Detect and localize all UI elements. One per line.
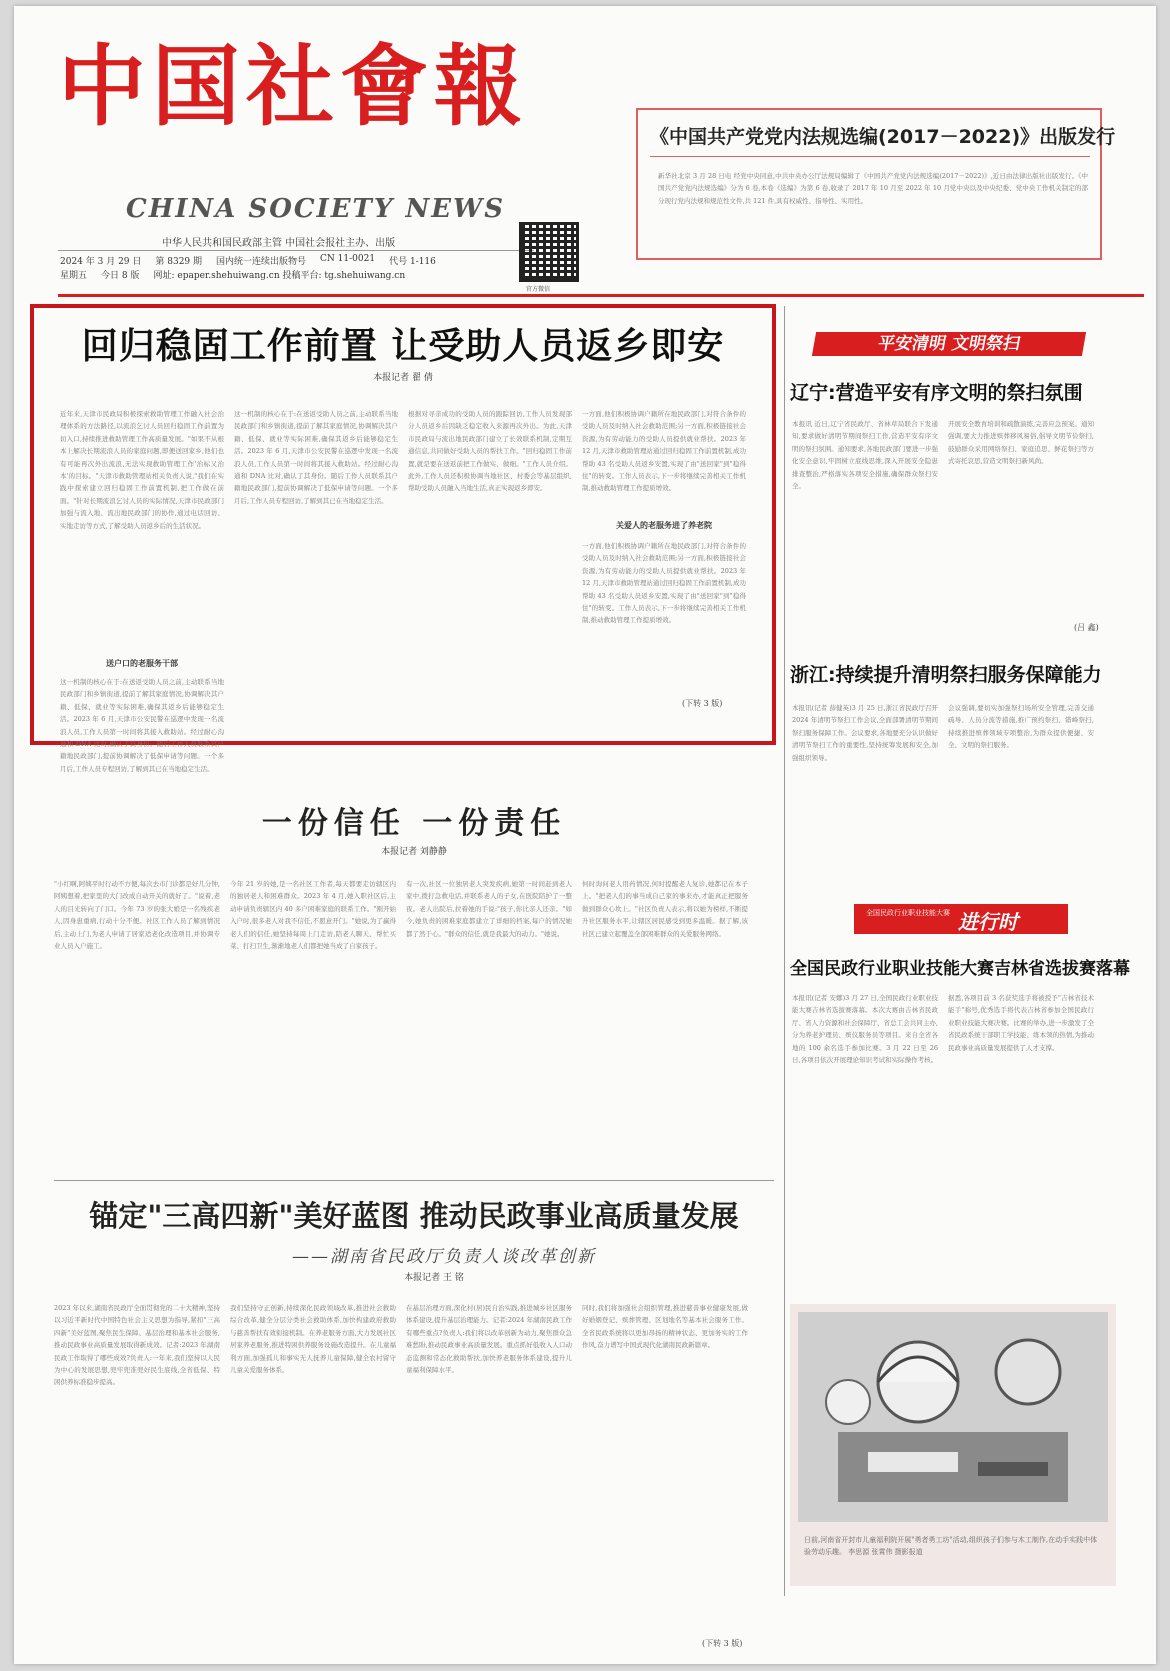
story-jilin-headline[interactable]: 全国民政行业职业技能大赛吉林省选拔赛落幕 xyxy=(790,959,1130,979)
third-column-4: 同时,我们将加强社会组织管理,推进慈善事业健康发展,做好婚姻登记、殡葬管理、区划地名等基本社会服务工作。全省民政系统将以更加昂扬的精神状态、更加务实的工作作风,奋力谱写中国式现代化湖南民政新篇章。 xyxy=(582,1304,748,1350)
lead-column-4b: 一方面,他们积极协调户籍所在地民政部门,对符合条件的受助人员及时纳入社会救助范围;另一方面,积极链接社会资源,为有劳动能力的受助人员提供就业帮扶。2023 年 12 月,天津市救助管理站通过回归稳固工作前置机制,成功帮助 43 名受助人员返乡安置,实现了由"送回家"到"稳得住"的转变。工作人员表示,下一步将继续完善相关工作机制,推动救助管理工作提质增效。 xyxy=(582,542,746,625)
site-label[interactable]: 网址: epaper.shehuiwang.cn 投稿平台: tg.shehuiwang.cn xyxy=(153,271,406,281)
third-column-1: 2023 年以来,湖南省民政厅全面贯彻党的二十大精神,坚持以习近平新时代中国特色社会主义思想为指导,紧扣"三高四新"美好蓝图,聚焦民生保障、基层治理和基本社会服务,推动民政事业高质量发展取得新成效。记者:2023 年湖南民政工作取得了哪些成效?负责人:一年来,我们坚持以人民为中心的发展思想,兜牢兜准兜好民生底线,全省低保、特困供养标准稳步提高。 xyxy=(54,1304,220,1387)
band-skills-small-text: 全国民政行业职业技能大赛 xyxy=(866,909,950,917)
masthead-meta-row-2 xyxy=(60,268,530,281)
third-continued[interactable]: (下转 3 版) xyxy=(702,1639,743,1648)
photo-block xyxy=(790,1304,1116,1586)
lead-continued[interactable]: (下转 3 版) xyxy=(682,699,723,708)
masthead-red-rule xyxy=(58,294,1144,297)
lead-subhead-2: 关爱人的老服务进了养老院 xyxy=(616,520,712,530)
third-headline[interactable]: 锚定"三高四新"美好蓝图 推动民政事业高质量发展 xyxy=(89,1199,739,1233)
story-liaoning-column-1: 本报讯 近日,辽宁省民政厅、省林草局联合下发通知,要求做好清明节期间祭扫工作,营造平安有序文明的祭扫氛围。通知要求,各地民政部门要进一步强化安全意识,牢固树立底线思维,深入开展安全隐患排查整治,严格落实各项安全措施,确保群众祭扫安全。 xyxy=(792,420,938,491)
story-zhejiang-headline[interactable]: 浙江:持续提升清明祭扫服务保障能力 xyxy=(790,664,1102,686)
workshop-photo[interactable] xyxy=(798,1312,1108,1522)
lead-byline: 本报记者 翟 倩 xyxy=(373,373,433,383)
second-byline: 本报记者 刘静静 xyxy=(381,847,447,857)
lead-subhead-1: 送户口的老服务干部 xyxy=(106,658,178,668)
story-zhejiang-column-2: 会议强调,要切实加强祭扫场所安全管理,完善交通疏导、人员分流等措施,推广预约祭扫、错峰祭扫,持续推进殡葬领域专项整治,为群众提供便捷、安全、文明的祭扫服务。 xyxy=(948,704,1094,750)
promo-divider xyxy=(650,156,1090,157)
sidebar-divider xyxy=(784,306,785,1596)
qr-code-icon[interactable] xyxy=(519,222,579,282)
story-zhejiang-column-1: 本报讯(记者 薛健英)3 月 25 日,浙江省民政厅召开 2024 年清明节祭扫工作会议,全面部署清明节期间祭扫服务保障工作。会议要求,各地要充分认识做好清明节祭扫工作的重要性,坚持统筹发展和安全,加强组织领导。 xyxy=(792,704,938,762)
third-subheadline: ——湖南省民政厅负责人谈改革创新 xyxy=(292,1247,596,1267)
second-column-4: 何时询问老人用药情况,何时提醒老人复诊,她都记在本子上。"把老人们的事当成自己家的事来办,才能真正把服务做到群众心坎上。"社区负责人表示,将以她为榜样,不断提升社区服务水平,让辖区居民感受到更多温暖。据了解,该社区已建立起覆盖全部困难群众的关爱服务网络。 xyxy=(582,880,748,938)
masthead-english-title: CHINA SOCIETY NEWS xyxy=(126,194,506,224)
promo-text: 新华社北京 3 月 28 日电 经党中央同意,中共中央办公厅法规局编辑了《中国共产党党内法规选编(2017－2022)》,近日由法律出版社出版发行。《中国共产党党内法规选编》分为 6 卷,本卷《选编》为第 6 卷,收录了 2017 年 10 月至 2022 年 10 月党中央以及中央纪委、党中央工作机关制定的部分现行党内法规和规范性文件,共 121 件,具有权威性、指导性、实用性。 xyxy=(658,172,1088,205)
masthead-title: 中国社會報 xyxy=(58,34,529,138)
lead-column-1b: 这一机制的核心在于:在送返受助人员之前,主动联系当地民政部门和乡镇街道,提前了解其家庭情况,协调解决其户籍、低保、就业等实际困难,确保其返乡后能够稳定生活。2023 年 6 月,天津市公安民警在巡逻中发现一名流浪人员,工作人员第一时间将其接入救助站。经过耐心沟通和 DNA 比对,确认了其身份。随后工作人员联系其户籍地民政部门,提前协调解决了低保申请等问题。一个多月后,工作人员专程回访,了解到其已在当地稳定生活。 xyxy=(60,678,224,773)
second-headline[interactable]: 一份信任 一份责任 xyxy=(261,806,567,841)
sidebar-band-qingming: 平安清明 文明祭扫 xyxy=(812,332,1086,356)
masthead-meta-row-1 xyxy=(60,254,530,267)
issue-date: 2024 年 3 月 29 日 xyxy=(60,257,142,267)
lead-column-4a: 一方面,他们积极协调户籍所在地民政部门,对符合条件的受助人员及时纳入社会救助范围;另一方面,积极链接社会资源,为有劳动能力的受助人员提供就业帮扶。2023 年 12 月,天津市救助管理站通过回归稳固工作前置机制,成功帮助 43 名受助人员返乡安置,实现了由"送回家"到"稳得住"的转变。工作人员表示,下一步将继续完善相关工作机制,推动救助管理工作提质增效。 xyxy=(582,410,746,493)
qr-caption: 官方微信 xyxy=(526,286,551,293)
band-skills-big-text: 进行时 xyxy=(958,910,1018,934)
third-column-2: 我们坚持守正创新,持续深化民政领域改革,推进社会救助综合改革,健全分层分类社会救助体系,加快构建政府救助与慈善帮扶有效衔接机制。在养老服务方面,大力发展社区居家养老服务,推进特困供养服务设施改造提升。在儿童福利方面,加强孤儿和事实无人抚养儿童保障,健全农村留守儿童关爱服务体系。 xyxy=(230,1304,396,1375)
cn-value: CN 11-0021 xyxy=(320,254,376,264)
masthead-subtitle: 中华人民共和国民政部主管 中国社会报社主办、出版 xyxy=(162,238,396,249)
cn-label: 国内统一连续出版物号 xyxy=(216,257,307,267)
section-divider xyxy=(54,1180,774,1181)
workshop-photo-illustration xyxy=(798,1312,1108,1522)
sidebar-band-skills xyxy=(854,904,1068,934)
issue-number: 第 8329 期 xyxy=(155,257,203,267)
promo-title[interactable]: 《中国共产党党内法规选编(2017－2022)》出版发行 xyxy=(650,126,1116,148)
newspaper-page xyxy=(14,6,1156,1664)
issue-pages: 今日 8 版 xyxy=(101,271,140,281)
photo-caption: 日前,河南省开封市儿童福利院开展"勇者勇工坊"活动,组织孩子们参与木工制作,在动手实践中体验劳动乐趣。 李思源 张霄伟 摄影报道 xyxy=(804,1536,1098,1556)
story-jilin-column-2: 据悉,各项目前 3 名获奖选手将被授予"吉林省技术能手"称号,优秀选手将代表吉林省参加全国民政行业职业技能大赛决赛。比赛的举办,进一步激发了全省民政系统干部职工学技能、练本领的热情,为推动民政事业高质量发展提供了人才支撑。 xyxy=(948,994,1094,1052)
story-liaoning-source: (吕 鑫) xyxy=(1074,623,1099,632)
story-jilin-column-1: 本报讯(记者 安娜)3 月 27 日,全国民政行业职业技能大赛吉林省选拔赛落幕。本次大赛由吉林省民政厅、省人力资源和社会保障厅、省总工会共同主办,分为养老护理员、殡仪服务员等项目。来自全省各地的 100 余名选手参加比赛。3 月 22 日至 26 日,各项目依次开展理论知识考试和实际操作考核。 xyxy=(792,994,938,1065)
second-column-2: 今年 21 岁的她,是一名社区工作者,每天都要走访辖区内的独居老人和困难群众。2023 年 4 月,她入职社区后,主动申请负责辖区内 40 多户困难家庭的联系工作。"刚开始入户时,很多老人对我不信任,不愿意开门。"她说,为了赢得老人们的信任,她坚持每周上门走访,陪老人聊天、帮忙买菜、打扫卫生,渐渐地老人们都把她当成了自家孩子。 xyxy=(230,880,396,951)
code-label: 代号 1-116 xyxy=(389,257,436,267)
lead-column-3: 根据对寻亲成功的受助人员的跟踪回访,工作人员发现部分人员返乡后因缺乏稳定收入来源再次外出。为此,天津市民政局与流出地民政部门建立了长效联系机制,定期互通信息,共同做好受助人员的帮扶工作。"回归稳固工作前置,就是要在送返前把工作做实、做细。"工作人员介绍。此外,工作人员还积极协调当地社区、村委会等基层组织,帮助受助人员融入当地生活,真正实现返乡即安。 xyxy=(408,410,572,493)
third-byline: 本报记者 王 铭 xyxy=(404,1273,464,1283)
lead-headline[interactable]: 回归稳固工作前置 让受助人员返乡即安 xyxy=(81,326,725,367)
third-column-3: 在基层治理方面,深化村(居)民自治实践,推进城乡社区服务体系建设,提升基层治理能力。记者:2024 年湖南民政工作有哪些重点?负责人:我们将以改革创新为动力,聚焦群众急难愁盼,推动民政事业高质量发展。重点抓好低收入人口动态监测和常态化救助帮扶,加快养老服务体系建设,提升儿童福利保障水平。 xyxy=(406,1304,572,1375)
lead-story-box xyxy=(30,304,776,773)
lead-column-2: 这一机制的核心在于:在送返受助人员之前,主动联系当地民政部门和乡镇街道,提前了解其家庭情况,协调解决其户籍、低保、就业等实际困难,确保其返乡后能够稳定生活。2023 年 6 月,天津市公安民警在巡逻中发现一名流浪人员,工作人员第一时间将其接入救助站。经过耐心沟通和 DNA 比对,确认了其身份。随后工作人员联系其户籍地民政部门,提前协调解决了低保申请等问题。一个多月后,工作人员专程回访,了解到其已在当地稳定生活。 xyxy=(234,410,398,505)
story-liaoning-column-2: 开展安全教育培训和疏散演练,完善应急预案。通知强调,要大力推进殡葬移风易俗,倡导文明节俭祭扫,鼓励群众采用网络祭扫、家庭追思、鲜花祭扫等方式寄托哀思,营造文明祭扫新风尚。 xyxy=(948,420,1094,466)
second-column-1: "小红啊,阿姨平时行动不方便,每次去市门诊都是好几分钟,阿姨想着,把家里的大门改成自动开关的就好了。"说着,老人的目光转向了门口。今年 73 岁的张大娘是一名残疾老人,因身患重病,行动十分不便。社区工作人员了解到情况后,主动上门,为老人申请了居家适老化改造项目,并协调专业人员入户施工。 xyxy=(54,880,220,951)
promo-box xyxy=(636,108,1116,260)
issue-weekday: 星期五 xyxy=(60,271,88,281)
lead-column-1: 近年来,天津市民政局积极探索救助管理工作融入社会治理体系的方法路径,以流浪乞讨人员回归稳固工作前置为切入口,持续推进救助管理工作高质量发展。"如果不从根本上解决长期流浪人员的家庭问题,即便送回家乡,他们也有可能再次外出流浪,无法实现救助管理工作'治标又治本'的目标。"天津市救助管理站相关负责人说,"我们在实践中探索建立回归稳固工作前置机制,把工作做在前面。"针对长期流浪乞讨人员的实际情况,天津市民政部门加强与流入地、流出地民政部门的协作,通过电话回访、实地走访等方式,了解受助人员返乡后的生活状况。 xyxy=(60,410,224,530)
second-column-3: 有一次,社区一位独居老人突发疾病,她第一时间赶到老人家中,拨打急救电话,并联系老人的子女,在医院陪护了一整夜。老人出院后,拉着她的手说:"孩子,你比亲人还亲。"如今,她负责的困难家庭都建立了详细的档案,每户的情况她都了然于心。"群众的信任,就是我最大的动力。"她说。 xyxy=(406,880,572,938)
masthead-divider xyxy=(58,250,534,251)
story-liaoning-headline[interactable]: 辽宁:营造平安有序文明的祭扫氛围 xyxy=(790,382,1083,404)
